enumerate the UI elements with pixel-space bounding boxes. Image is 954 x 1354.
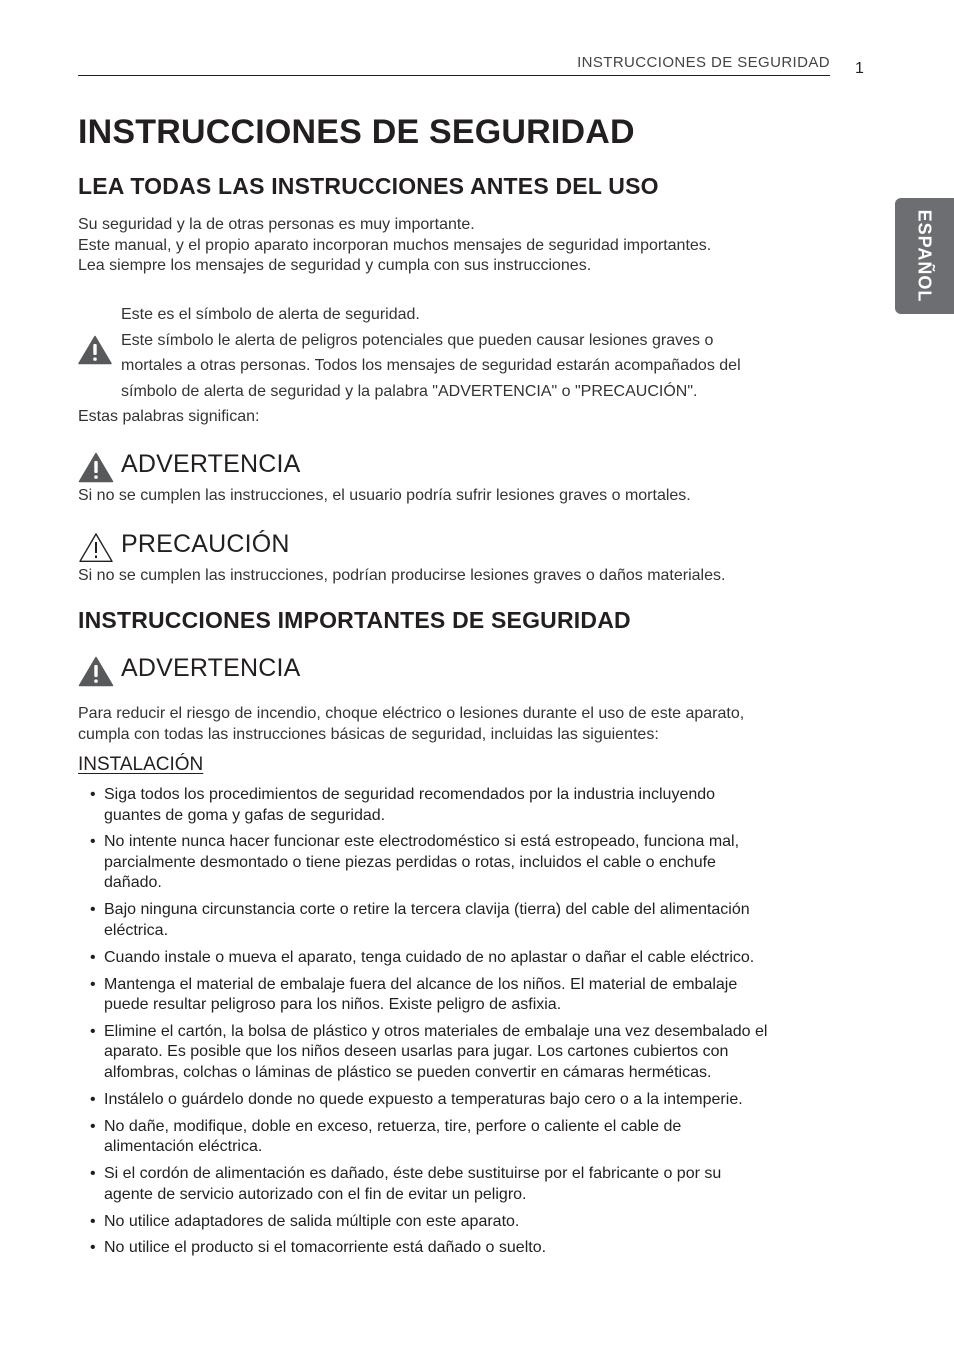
bullet-line: Bajo ninguna circunstancia corte o retire la tercera clavija (tierra) del cable del alimentación (104, 901, 750, 919)
bullet-item (90, 1022, 870, 1084)
bullet-line: Instálelo o guárdelo donde no quede expuesto a temperaturas bajo cero o a la intemperie. (104, 1090, 743, 1108)
bullet-marker: • (90, 975, 96, 993)
caution-description (78, 566, 725, 587)
bullet-line: alimentación eléctrica. (104, 1138, 263, 1156)
bullet-marker: • (90, 833, 96, 851)
bullet-line: guantes de goma y gafas de seguridad. (104, 806, 386, 824)
bullet-line: No intente nunca hacer funcionar este electrodoméstico si está estropeado, funciona mal, (104, 833, 740, 851)
bullet-item (90, 900, 870, 941)
bullet-line: No dañe, modifique, doble en exceso, retuerza, tire, perfore o caliente el cable de (104, 1117, 682, 1135)
alert-line: Este símbolo le alerta de peligros potenciales que pueden causar lesiones graves o (121, 331, 714, 349)
bullet-item (90, 785, 870, 826)
warning-triangle-icon (78, 452, 114, 488)
bullet-item (90, 1212, 870, 1233)
header-divider (78, 75, 830, 76)
paragraph-line: Estas palabras significan: (78, 408, 260, 425)
language-side-tab-label: ESPAÑOL (914, 209, 935, 303)
bullet-item (90, 948, 870, 969)
installation-subheading: INSTALACIÓN (78, 754, 204, 775)
bullet-marker: • (90, 786, 96, 803)
bullet-line: Si el cordón de alimentación es dañado, éste debe sustituirse por el fabricante o por su (104, 1165, 722, 1183)
bullet-line: No utilice adaptadores de salida múltiple con este aparato. (104, 1212, 520, 1230)
paragraph-line: Lea siempre los mensajes de seguridad y cumpla con sus instrucciones. (78, 257, 592, 274)
alert-line: mortales a otras personas. Todos los mensajes de seguridad estarán acompañados del (121, 357, 741, 374)
bullet-marker: • (90, 948, 96, 966)
warning-description (78, 486, 691, 507)
bullet-line: Mantenga el material de embalaje fuera del alcance de los niños. El material de embalaje (104, 975, 738, 993)
bullet-marker: • (90, 1117, 96, 1135)
read-instructions-paragraph (78, 215, 711, 277)
bullet-line: alfombras, colchas o láminas de plástico se pueden convertir en cámaras herméticas. (104, 1063, 712, 1081)
page-title: INSTRUCCIONES DE SEGURIDAD (78, 113, 635, 151)
page-number: 1 (855, 60, 864, 77)
safety-alert-symbol-text (121, 302, 741, 404)
bullet-marker: • (90, 901, 96, 919)
bullet-marker: • (90, 1212, 96, 1230)
paragraph-line: Para reducir el riesgo de incendio, choque eléctrico o lesiones durante el uso de este aparato, (78, 705, 745, 722)
read-instructions-heading: LEA TODAS LAS INSTRUCCIONES ANTES DEL USO (78, 173, 659, 199)
bullet-line: puede resultar peligroso para los niños. Existe peligro de asfixia. (104, 996, 562, 1014)
important-intro-paragraph (78, 704, 744, 745)
paragraph-line: Si no se cumplen las instrucciones, podrían producirse lesiones graves o daños materiales. (78, 567, 726, 584)
installation-bullet-list (90, 785, 870, 1265)
bullet-item (90, 1238, 870, 1259)
bullet-line: agente de servicio autorizado con el fin de evitar un peligro. (104, 1185, 527, 1203)
bullet-line: dañado. (104, 874, 162, 892)
important-instructions-heading: INSTRUCCIONES IMPORTANTES DE SEGURIDAD (78, 607, 631, 633)
bullet-item (90, 1164, 870, 1205)
bullet-line: Cuando instale o mueva el aparato, tenga cuidado de no aplastar o dañar el cable eléctrico. (104, 948, 755, 966)
bullet-item (90, 832, 870, 894)
bullet-item (90, 1117, 870, 1158)
signal-words-intro (78, 407, 259, 428)
paragraph-line: cumpla con todas las instrucciones básicas de seguridad, incluidas las siguientes: (78, 725, 659, 743)
bullet-marker: • (90, 1090, 96, 1108)
bullet-line: No utilice el producto si el tomacorriente está dañado o suelto. (104, 1239, 547, 1257)
bullet-line: aparato. Es posible que los niños deseen usarlas para jugar. Los cartones cubiertos con (104, 1043, 729, 1061)
paragraph-line: Este manual, y el propio aparato incorporan muchos mensajes de seguridad importantes. (78, 236, 712, 254)
bullet-line: Elimine el cartón, la bolsa de plástico y otros materiales de embalaje una vez desembalado el (104, 1022, 768, 1040)
alert-line: símbolo de alerta de seguridad y la palabra "ADVERTENCIA" o "PRECAUCIÓN". (121, 382, 698, 400)
bullet-line: Siga todos los procedimientos de seguridad recomendados por la industria incluyendo (104, 786, 716, 803)
warning-triangle-icon (78, 335, 112, 370)
paragraph-line: Su seguridad y la de otras personas es muy importante. (78, 216, 475, 233)
bullet-line: eléctrica. (104, 921, 169, 939)
caution-triangle-outline-icon (78, 532, 114, 568)
paragraph-line: Si no se cumplen las instrucciones, el usuario podría sufrir lesiones graves o mortales. (78, 487, 691, 504)
bullet-marker: • (90, 1022, 96, 1040)
bullet-item (90, 1090, 870, 1111)
warning-triangle-icon (78, 656, 114, 692)
bullet-item (90, 975, 870, 1016)
language-side-tab (895, 198, 954, 314)
running-header-title: INSTRUCCIONES DE SEGURIDAD (577, 54, 830, 71)
alert-line: Este es el símbolo de alerta de seguridad. (121, 306, 420, 323)
bullet-marker: • (90, 1239, 96, 1257)
bullet-line: parcialmente desmontado o tiene piezas perdidas o rotas, incluidos el cable o enchufe (104, 853, 716, 871)
bullet-marker: • (90, 1165, 96, 1183)
warning-signal-label: ADVERTENCIA (121, 450, 301, 478)
important-warning-label: ADVERTENCIA (121, 654, 301, 682)
caution-signal-label: PRECAUCIÓN (121, 530, 290, 558)
